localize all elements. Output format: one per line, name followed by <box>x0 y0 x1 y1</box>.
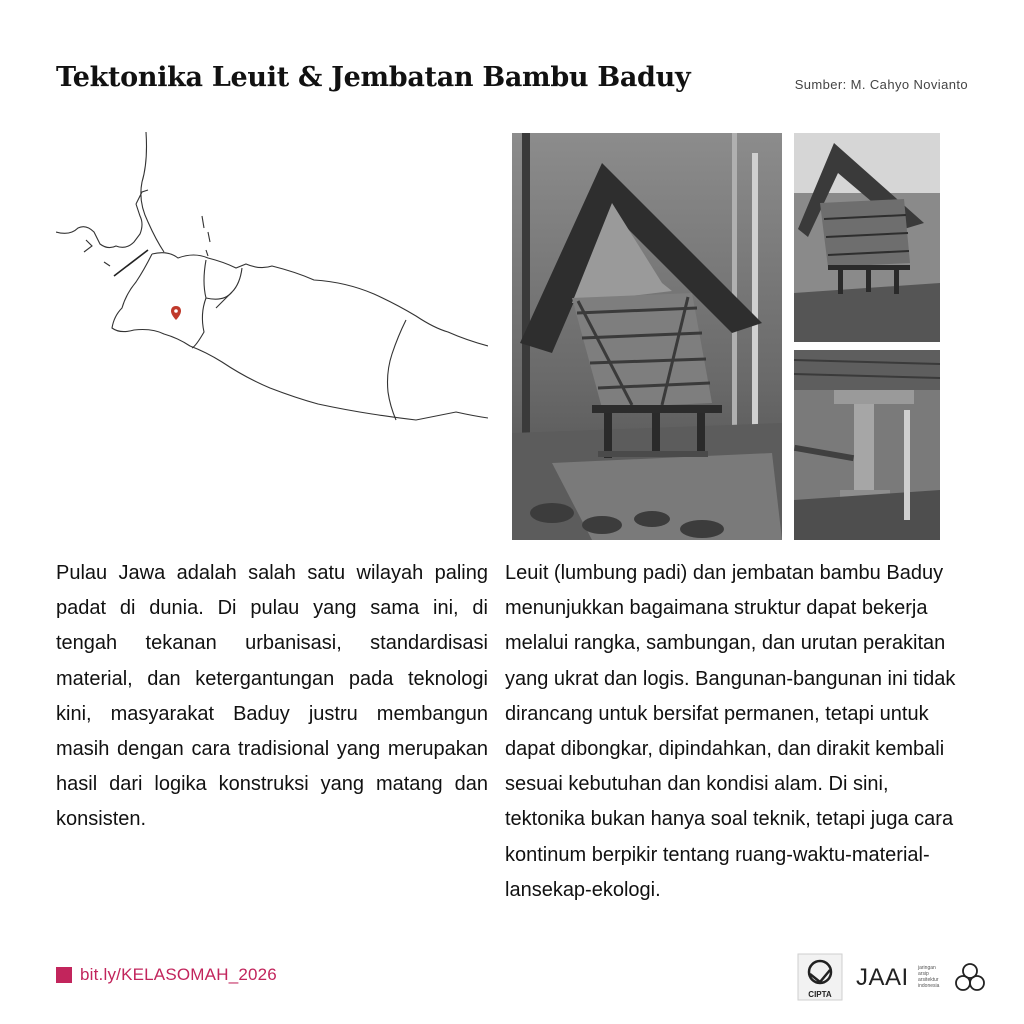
jaai-logo: JAAI <box>856 964 909 991</box>
cipta-logo-text: CIPTA <box>808 990 832 999</box>
leuit-side-photo <box>794 133 940 342</box>
page-title: Tektonika Leuit & Jembatan Bambu Baduy <box>56 62 691 93</box>
left-paragraph: Pulau Jawa adalah salah satu wilayah paling padat di dunia. Di pulau yang sama ini, di tengah tekanan urbanisasi, standardisasi material, dan ketergantungan pada teknologi kini, masyarakat Baduy justru membangun masih dengan cara tradisional yang merupakan hasil dari logika konstruksi yang matang dan konsisten. <box>56 562 488 831</box>
leuit-front-photo <box>512 133 782 540</box>
right-paragraph: Leuit (lumbung padi) dan jembatan bambu Baduy menunjukkan bagaimana struktur dapat bekerja melalui rangka, sambungan, dan urutan perakitan yang ukrat dan logis. Bangunan-bangunan ini tidak dirancang untuk bersifat permanen, tetapi untuk dapat dibongkar, dipindahkan, dan dirakit kembali sesuai kebutuhan dan kondisi alam. Di sini, tektonika bukan hanya soal teknik, tetapi juga cara kontinum berpikir tentang ruang-waktu-material-lansekap-ekologi. <box>505 562 956 901</box>
knot-logo-icon <box>952 960 988 996</box>
jaai-logo-subtitle: jaringan arsip arsitektur indonesia <box>918 965 940 989</box>
strait-line <box>114 250 148 276</box>
leuit-foundation-detail-photo <box>794 350 940 540</box>
link-bullet-icon <box>56 967 72 983</box>
footer-link[interactable] <box>56 965 277 985</box>
source-credit: Sumber: M. Cahyo Novianto <box>794 77 968 92</box>
footer-link-text[interactable]: bit.ly/KELASOMAH_2026 <box>80 965 277 984</box>
java-map <box>56 132 488 524</box>
cipta-logo <box>796 952 844 1002</box>
java-map-svg <box>56 132 488 524</box>
partner-logos <box>796 950 996 1006</box>
map-pin-icon <box>171 306 181 320</box>
